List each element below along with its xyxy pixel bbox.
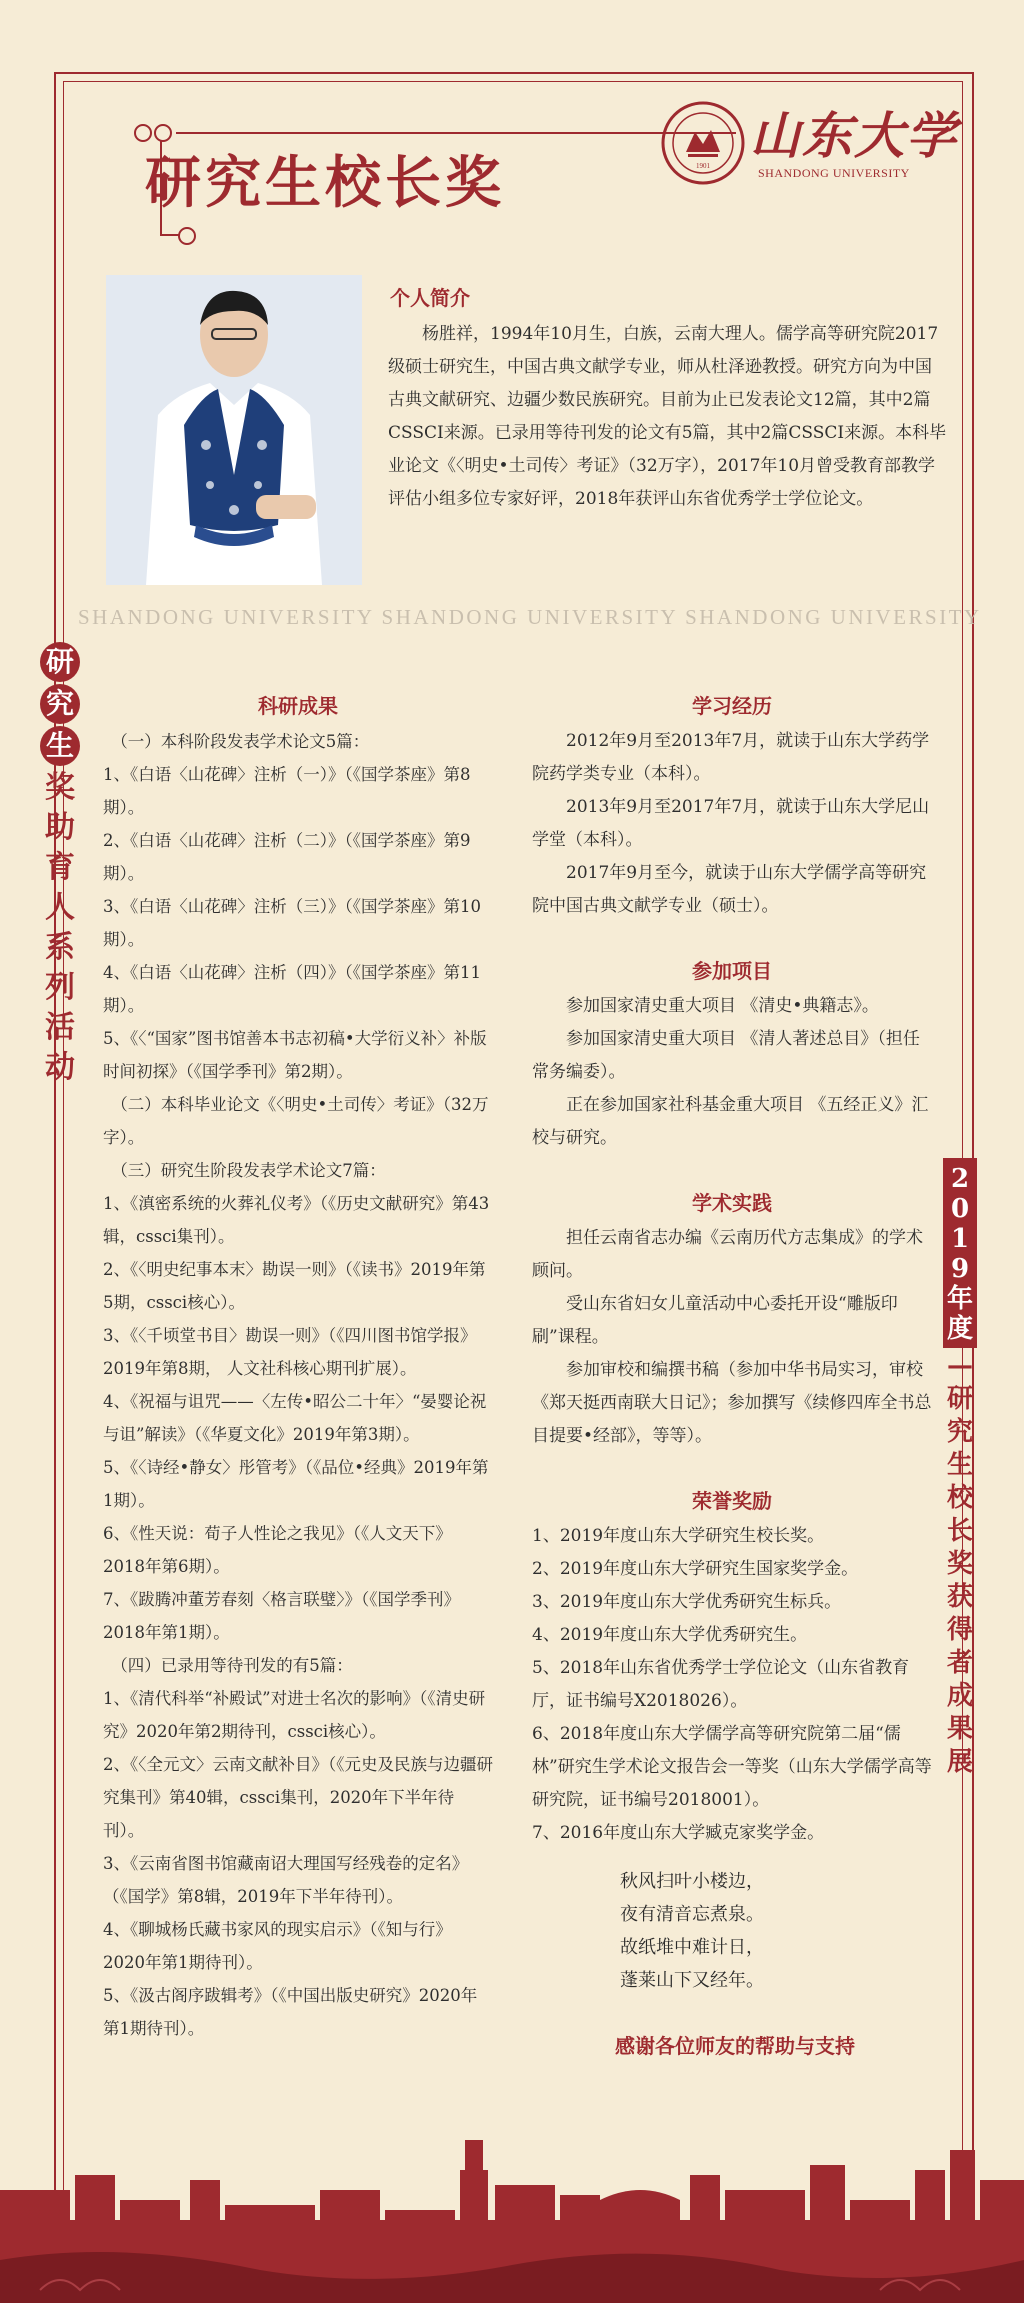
header-line-tick [160,234,180,236]
left-vertical-title [34,640,86,1088]
research-section [103,690,493,2045]
practice-list [532,1222,932,1453]
list-item: 参加国家清史重大项目 《清史•典籍志》。 [566,996,879,1016]
list-item: 6、《性天说：荀子人性论之我见》（《人文天下》2018年第6期）。 [103,1524,452,1576]
honors-list [532,1520,932,1850]
right-vertical-title [943,1350,977,1779]
right-column [532,690,932,1850]
list-item: 1、《滇密系统的火葬礼仪考》（《历史文献研究》第43辑，cssci集刊）。 [103,1194,490,1246]
deco-circle [154,124,172,142]
page-title: 研究生校长奖 [145,150,505,216]
list-item: 受山东省妇女儿童活动中心委托开设“雕版印刷”课程。 [532,1294,898,1347]
vertical-char: 长 [946,1516,973,1546]
poem-line: 蓬莱山下又经年。 [620,1970,764,1991]
list-item: 5、《〈诗经•静女〉彤管考》（《品位•经典》2019年第1期）。 [103,1458,489,1510]
vertical-char: 者 [946,1648,973,1678]
university-seal-icon [660,100,746,186]
list-item: 2、《〈明史纪事本末〉勘误一则》（《读书》2019年第5期，cssci核心）。 [103,1260,486,1312]
vertical-char: 究 [40,684,80,724]
university-banner: SHANDONG UNIVERSITY SHANDONG UNIVERSITY SHANDONG UNIVERSITY [78,605,982,629]
list-item: 5、《〈“国家”图书馆善本书志初稿•大学衍义补〉补版时间初探》（《国学季刊》第2期）。 [103,1029,487,1081]
list-item: 参加审校和编撰书稿（参加中华书局实习，审校《郑天挺西南联大日记》；参加撰写《续修四库全书总目提要•经部》，等等）。 [532,1360,932,1446]
list-item: 1、2019年度山东大学研究生校长奖。 [532,1526,825,1546]
logo-english: SHANDONG UNIVERSITY [758,166,910,180]
research-list [103,725,493,2045]
vertical-char: 研 [40,642,80,682]
vertical-char: — [947,1351,973,1381]
deco-circle [134,124,152,142]
year-char: 年 [946,1284,973,1314]
portrait-photo [106,275,362,585]
deco-circle [178,227,196,245]
study-list [532,725,932,923]
list-item: 7、《跋腾冲董芳春刻〈格言联璧〉》（《国学季刊》2018年第1期）。 [103,1590,460,1642]
list-item: 5、2018年山东省优秀学士学位论文（山东省教育厅，证书编号X2018026）。 [532,1658,910,1711]
vertical-char: 列 [45,970,75,1005]
list-item: 2017年9月至今，就读于山东大学儒学高等研究院中国古典文献学专业（硕士）。 [532,863,927,916]
honors-title: 荣誉奖励 [692,1489,772,1513]
vertical-char: 获 [946,1582,973,1612]
year-char: 1 [950,1224,970,1254]
vertical-char: 得 [946,1615,973,1645]
research-title: 科研成果 [258,694,338,718]
vertical-char: 展 [946,1747,973,1777]
list-item: 1、《白语〈山花碑〉注析（一）》（《国学茶座》第8期）。 [103,765,471,817]
list-item: 7、2016年度山东大学臧克家奖学金。 [532,1823,825,1843]
list-item: 担任云南省志办编《云南历代方志集成》的学术顾问。 [532,1228,923,1281]
thanks-text: 感谢各位师友的帮助与支持 [615,2034,855,2058]
projects-title: 参加项目 [692,959,772,983]
year-char: 9 [950,1254,970,1284]
list-item: 2、《白语〈山花碑〉注析（二）》（《国学茶座》第9期）。 [103,831,471,883]
vertical-char: 育 [45,850,75,885]
vertical-char: 校 [946,1483,973,1513]
poem-line: 夜有清音忘煮泉。 [620,1904,764,1925]
vertical-char: 生 [40,726,80,766]
vertical-char: 果 [946,1714,973,1744]
list-item: 2013年9月至2017年7月，就读于山东大学尼山学堂（本科）。 [532,797,930,850]
header-line-top [176,132,736,134]
vertical-char: 动 [45,1050,75,1085]
list-item: （一）本科阶段发表学术论文5篇： [111,732,370,751]
list-item: 3、《白语〈山花碑〉注析（三）》（《国学茶座》第10期）。 [103,897,481,949]
list-item: 4、《白语〈山花碑〉注析（四）》（《国学茶座》第11期）。 [103,963,481,1015]
list-item: 2012年9月至2013年7月，就读于山东大学药学院药学类专业（本科）。 [532,731,930,784]
list-item: 3、《云南省图书馆藏南诏大理国写经残卷的定名》（《国学》第8辑，2019年下半年待刊）。 [103,1854,469,1906]
vertical-char: 成 [946,1681,973,1711]
poem-line: 秋风扫叶小楼边， [620,1871,764,1892]
list-item: 2、《〈全元文〉云南文献补目》（《元史及民族与边疆研究集刊》第40辑，cssci集刊，2020年下半年待刊）。 [103,1755,493,1840]
vertical-char: 系 [45,930,75,965]
vertical-char: 研 [946,1384,973,1414]
list-item: （四）已录用等待刊发的有5篇： [111,1656,353,1675]
vertical-char: 活 [45,1010,75,1045]
intro-text [388,318,948,516]
year-char: 2 [950,1164,970,1194]
year-badge [943,1158,977,1348]
list-item: 5、《汲古阁序跋辑考》（《中国出版史研究》2020年第1期待刊）。 [103,1986,478,2038]
logo-wordmark: 山东大学 [750,106,958,165]
list-item: 2、2019年度山东大学研究生国家奖学金。 [532,1559,859,1579]
intro-paragraph: 杨胜祥，1994年10月生，白族，云南大理人。儒学高等研究院2017级硕士研究生，中国古典文献学专业，师从杜泽逊教授。研究方向为中国古典文献研究、边疆少数民族研究。目前为止已发表论文12篇，其中2篇CSSCI来源。已录用等待刊发的论文有5篇，其中2篇CSSCI来源。本科毕业论文《〈明史•土司传〉考证》（32万字），2017年10月曾受教育部教学评估小组多位专家好评，2018年获评山东省优秀学士学位论文。 [388,324,947,509]
list-item: （三）研究生阶段发表学术论文7篇： [111,1161,386,1180]
list-item: 正在参加国家社科基金重大项目 《五经正义》汇校与研究。 [532,1095,929,1148]
list-item: 4、《祝福与诅咒——〈左传•昭公二十年〉“晏婴论祝与诅”解读》（《华夏文化》2019年第3期）。 [103,1392,487,1444]
vertical-char: 究 [946,1417,973,1447]
list-item: 3、《〈千顷堂书目〉勘误一则》（《四川图书馆学报》2019年第8期， 人文社科核心期刊扩展）。 [103,1326,477,1378]
poem-line: 故纸堆中难计日， [620,1937,764,1958]
list-item: 参加国家清史重大项目 《清人著述总目》（担任常务编委）。 [532,1029,920,1082]
practice-title: 学术实践 [692,1191,772,1215]
list-item: 4、2019年度山东大学优秀研究生。 [532,1625,808,1645]
vertical-char: 生 [946,1450,973,1480]
list-item: 3、2019年度山东大学优秀研究生标兵。 [532,1592,842,1612]
vertical-char: 人 [45,890,75,925]
list-item: 4、《聊城杨氏藏书家风的现实启示》（《知与行》2020年第1期待刊）。 [103,1920,452,1972]
city-skyline-decoration [0,2120,1024,2303]
vertical-char: 助 [45,810,75,845]
list-item: （二）本科毕业论文《〈明史•土司传〉考证》（32万字）。 [103,1095,489,1147]
year-char: 度 [946,1314,973,1344]
list-item: 1、《清代科举“补殿试”对进士名次的影响》（《清史研究》2020年第2期待刊，cssci核心）。 [103,1689,486,1741]
svg-text:1901: 1901 [696,162,710,170]
study-title: 学习经历 [692,694,772,718]
vertical-char: 奖 [946,1549,973,1579]
vertical-char: 奖 [45,770,75,805]
intro-title: 个人简介 [390,286,470,310]
projects-list [532,990,932,1155]
poem [620,1865,840,1997]
year-char: 0 [950,1194,970,1224]
list-item: 6、2018年度山东大学儒学高等研究院第二届“儒林”研究生学术论文报告会一等奖（山东大学儒学高等研究院，证书编号2018001）。 [532,1724,932,1810]
